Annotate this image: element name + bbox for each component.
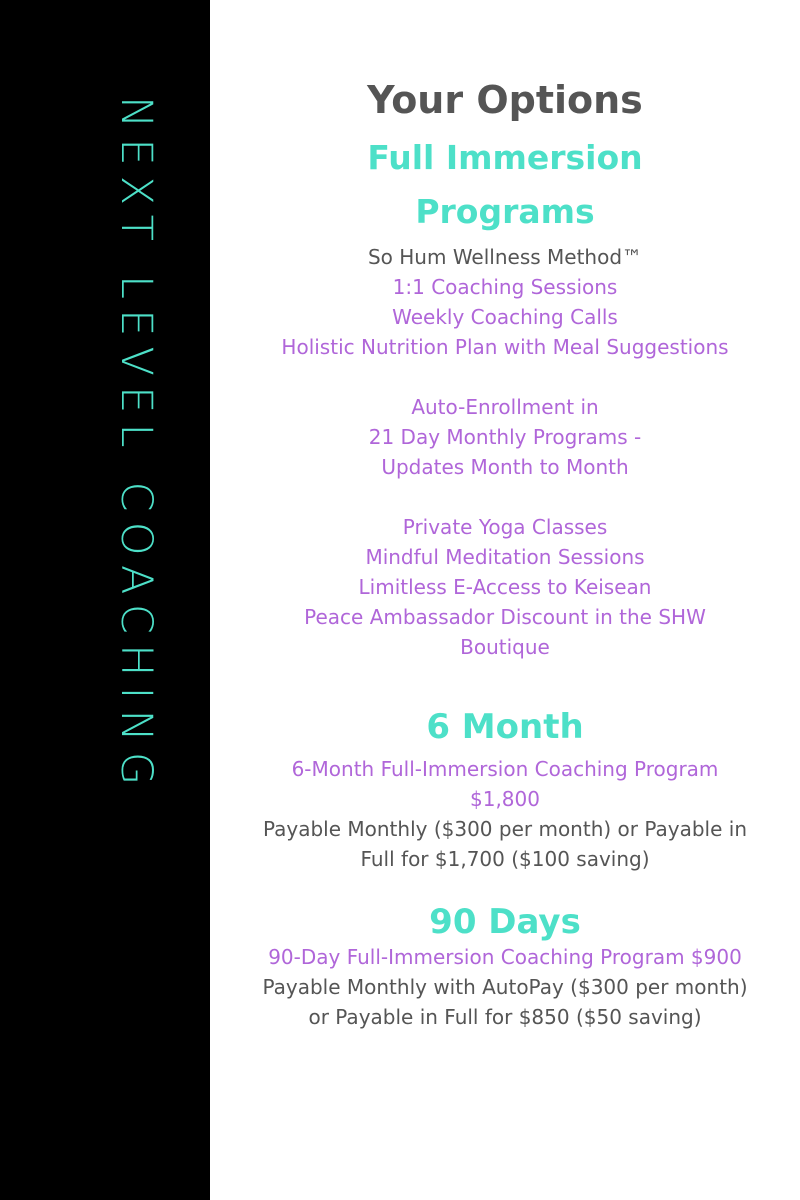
payment-terms-90-days-line2: or Payable in Full for $850 ($50 saving) <box>308 1005 702 1029</box>
main-content <box>210 0 800 1200</box>
section-title-full-immersion-line2: Programs <box>415 192 595 231</box>
program-name-6-month: 6-Month Full-Immersion Coaching Program <box>291 757 719 781</box>
list-item: Updates Month to Month <box>381 455 629 479</box>
list-item: Mindful Meditation Sessions <box>365 545 645 569</box>
sidebar-title: NEXT LEVEL COACHING <box>111 96 161 796</box>
price-6-month: $1,800 <box>470 787 540 811</box>
list-item: Peace Ambassador Discount in the SHW <box>304 605 706 629</box>
program-name-90-days: 90-Day Full-Immersion Coaching Program $900 <box>268 945 742 969</box>
list-item: 1:1 Coaching Sessions <box>392 275 618 299</box>
list-item: Holistic Nutrition Plan with Meal Suggestions <box>281 335 729 359</box>
list-item: Limitless E-Access to Keisean <box>358 575 652 599</box>
list-item: 21 Day Monthly Programs - <box>368 425 642 449</box>
list-item: Auto-Enrollment in <box>411 395 599 419</box>
section-title-90-days: 90 Days <box>429 902 581 942</box>
payment-terms-90-days-line1: Payable Monthly with AutoPay ($300 per month) <box>262 975 748 999</box>
payment-terms-6-month-line1: Payable Monthly ($300 per month) or Payable in <box>262 817 748 841</box>
page-title: Your Options <box>367 78 643 122</box>
list-item: Weekly Coaching Calls <box>392 305 618 329</box>
list-item: Private Yoga Classes <box>402 515 608 539</box>
section-title-6-month: 6 Month <box>426 707 584 747</box>
section-title-full-immersion-line1: Full Immersion <box>367 138 643 177</box>
list-item: Boutique <box>460 635 550 659</box>
sidebar <box>0 0 210 1200</box>
payment-terms-6-month-line2: Full for $1,700 ($100 saving) <box>360 847 650 871</box>
method-name: So Hum Wellness Method™ <box>367 245 643 269</box>
